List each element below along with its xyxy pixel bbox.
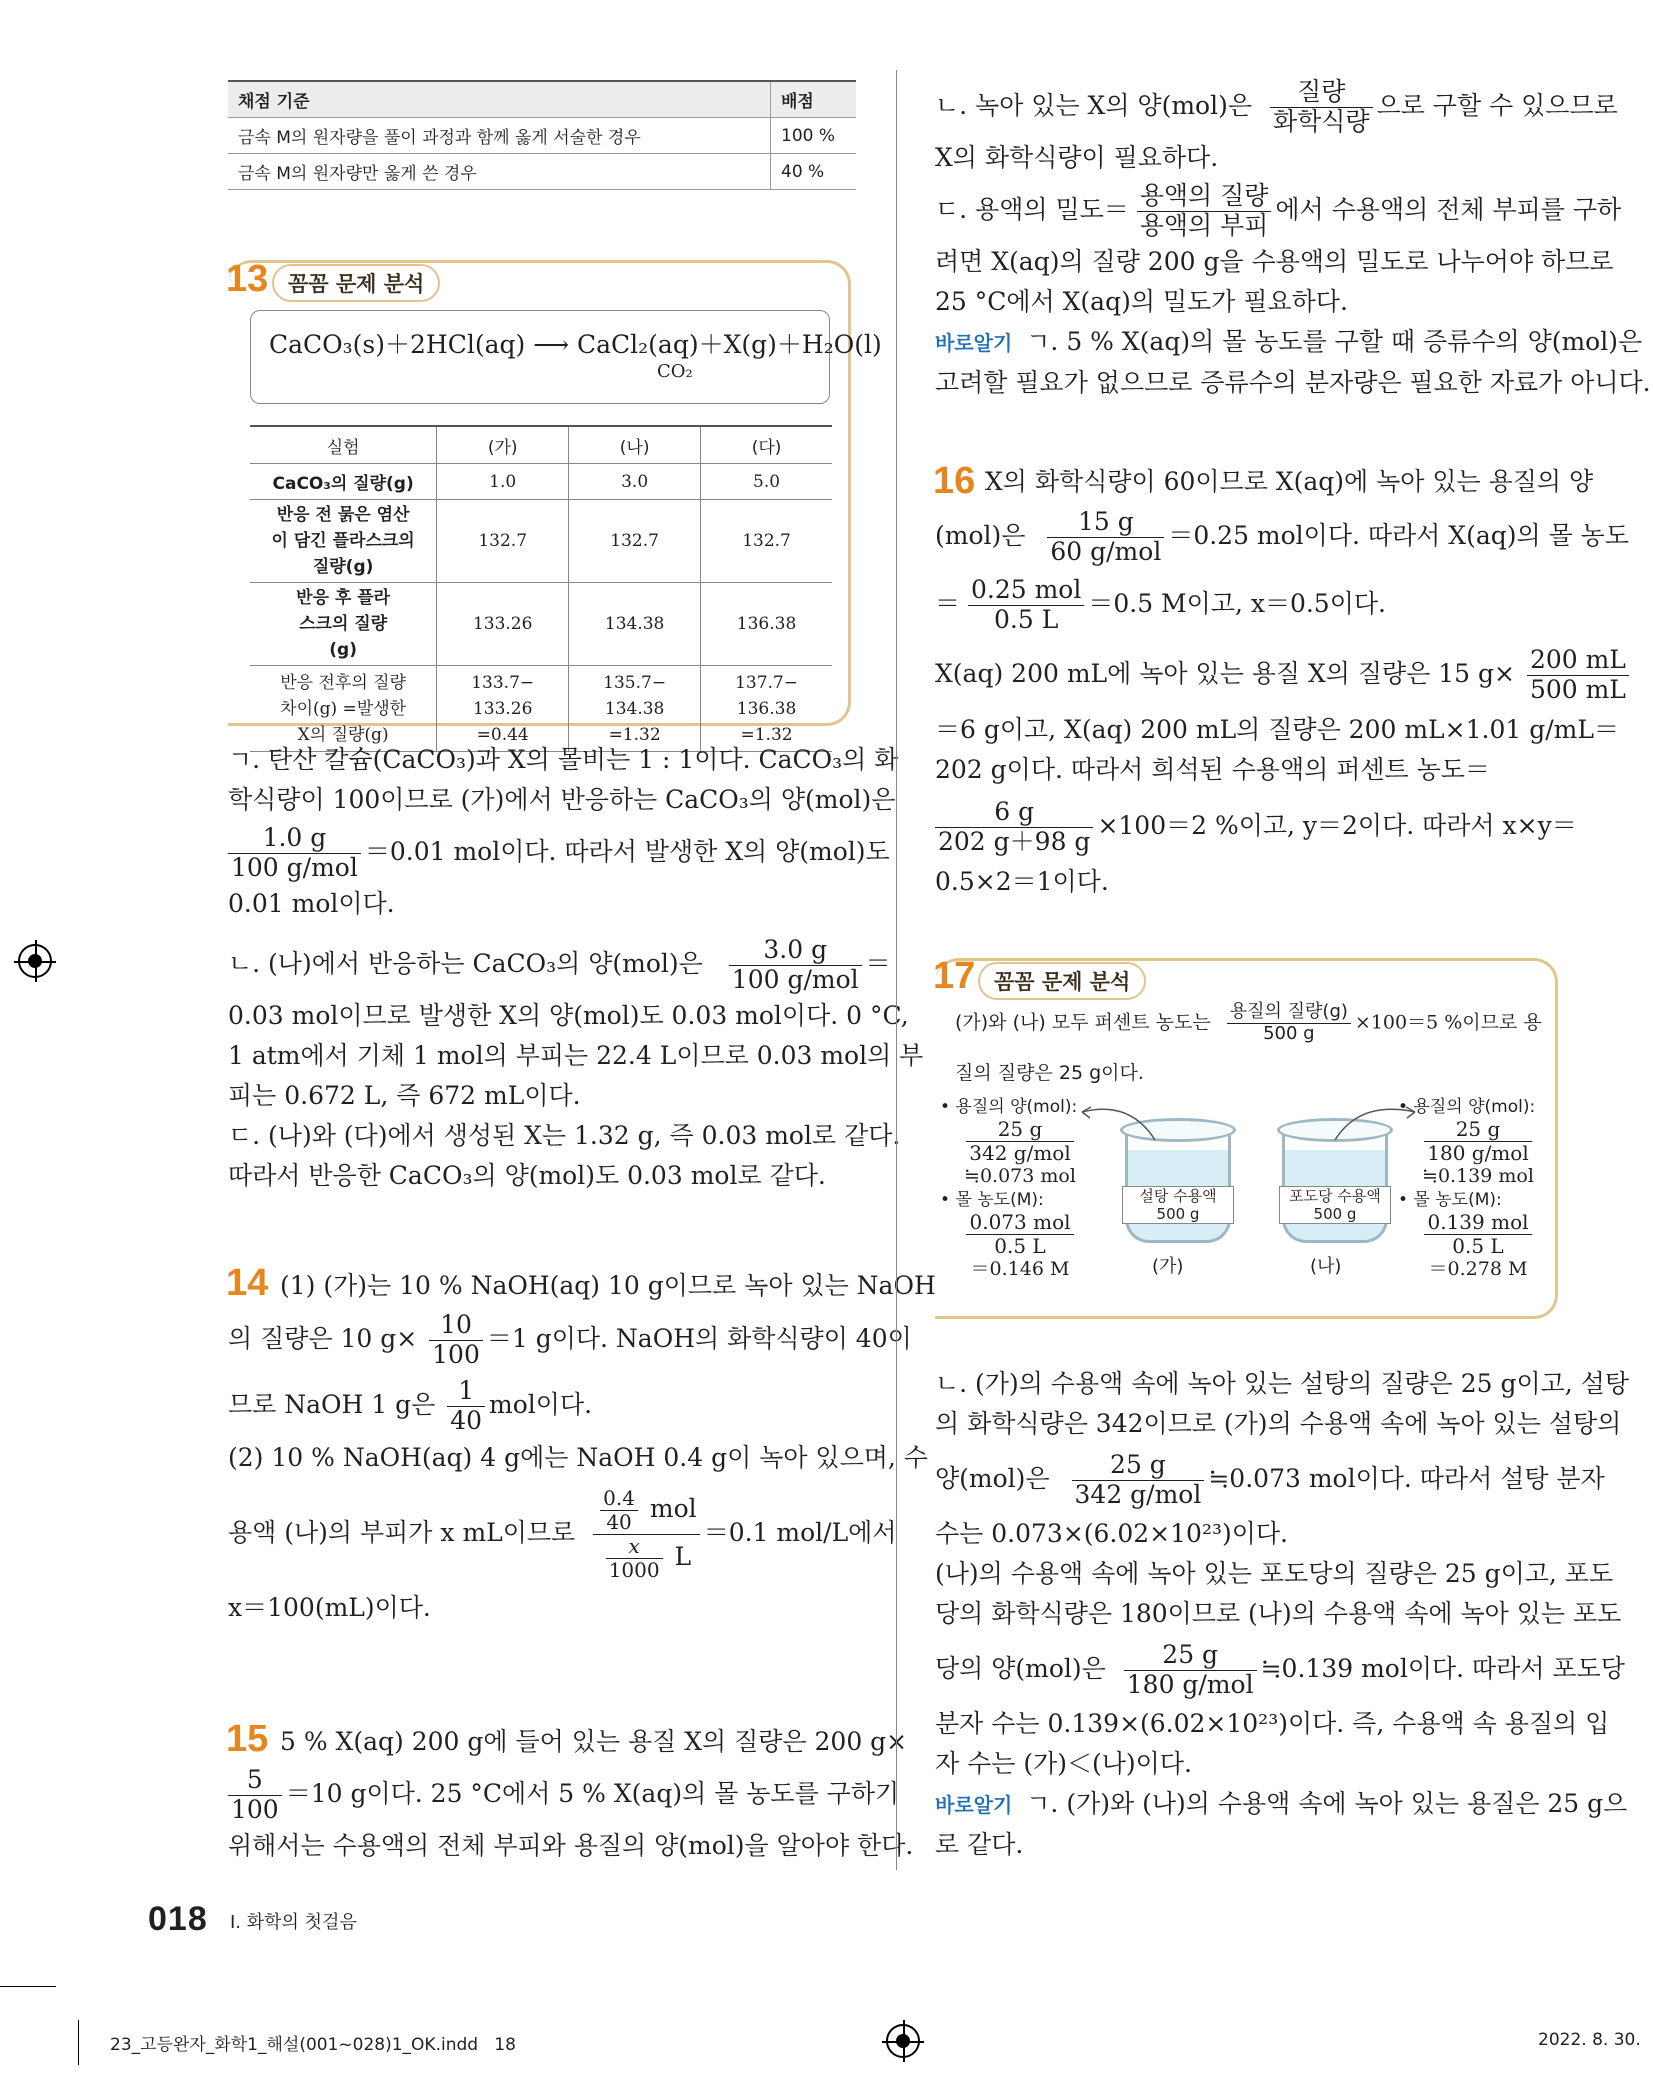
- q13-explanation: [228, 740, 924, 1196]
- q17-intro-line2: 질의 질량은 25 g이다.: [955, 1062, 1144, 1084]
- row-header: CaCO₃의 질량(g): [250, 464, 437, 500]
- beaker-sugar: [1125, 1130, 1231, 1243]
- text-line: X의 화학식량이 필요하다.: [935, 143, 1219, 172]
- text-line: 5 % X(aq) 200 g에 들어 있는 용질 X의 질량은 200 g×: [280, 1727, 908, 1756]
- text: 양(mol)은: [935, 1464, 1050, 1493]
- text: 므로 NaOH 1 g은: [228, 1390, 436, 1419]
- score-cell: 100 %: [771, 118, 857, 154]
- fraction: [1424, 1118, 1531, 1165]
- text-line: 따라서 반응한 CaCO₃의 양(mol)도 0.03 mol로 같다.: [228, 1161, 826, 1190]
- score-header-points: 배점: [771, 81, 857, 118]
- text: ≒0.073 mol이다. 따라서 설탕 분자: [1208, 1464, 1605, 1493]
- text-line: (1) (가)는 10 % NaOH(aq) 10 g이므로 녹아 있는 NaOH: [280, 1271, 936, 1300]
- numerator: 0.25 mol: [968, 576, 1084, 606]
- beaker-glucose: [1282, 1130, 1388, 1243]
- fraction: [966, 1118, 1073, 1165]
- text-line: 고려할 필요가 없으므로 증류수의 분자량은 필요한 자료가 아니다.: [935, 368, 1651, 397]
- text: ㄱ. (가)와 (나)의 수용액 속에 녹아 있는 용질은 25 g으: [1026, 1789, 1628, 1818]
- denominator: 180 g/mol: [1126, 1670, 1254, 1699]
- numerator: 용질의 질량(g): [1227, 1002, 1351, 1024]
- table-cell: 135.7− 134.38 =1.32: [569, 666, 701, 752]
- beaker-label: 포도당 수용액 500 g: [1279, 1186, 1391, 1224]
- section-title: I. 화학의 첫걸음: [230, 1912, 357, 1933]
- text-line: [228, 820, 890, 884]
- numerator: 3.0 g: [729, 936, 862, 966]
- fraction: [600, 1487, 638, 1534]
- conc-label: • 몰 농도(M):: [940, 1190, 1044, 1210]
- text: ＝0.5 M이고, x＝0.5이다.: [1088, 589, 1386, 618]
- denominator: [593, 1535, 700, 1582]
- table-cell: 132.7: [437, 500, 569, 583]
- text-line: [935, 638, 1626, 710]
- denominator: 화학식량: [1272, 107, 1370, 136]
- score-cell: 금속 M의 원자량만 옳게 쓴 경우: [228, 154, 771, 190]
- numerator: 1: [447, 1377, 485, 1407]
- numerator: 질량: [1270, 78, 1373, 108]
- fraction: [935, 798, 1093, 857]
- text-line: 학식량이 100이므로 (가)에서 반응하는 CaCO₃의 양(mol)은: [228, 785, 896, 814]
- denominator: 202 g＋98 g: [938, 827, 1091, 856]
- text: mol이다.: [489, 1390, 593, 1419]
- text: ＝: [865, 949, 891, 978]
- text-line: [228, 1762, 900, 1826]
- beaker-rim: [1277, 1118, 1393, 1142]
- table-row: [228, 154, 856, 190]
- column-divider: [896, 70, 897, 1870]
- text-line: [935, 790, 1577, 862]
- numerator: 10: [429, 1311, 483, 1341]
- fraction: [966, 1211, 1073, 1258]
- text: X(aq) 200 mL에 녹아 있는 용질 X의 질량은 15 g×: [935, 659, 1515, 688]
- q13-equation-box: [250, 310, 882, 404]
- row-header: 반응 전후의 질량 차이(g) =발생한 X의 질량(g): [250, 666, 437, 752]
- text-line: ㄴ. (가)의 수용액 속에 녹아 있는 설탕의 질량은 25 g이고, 설탕: [935, 1369, 1629, 1398]
- q14-number: 14: [226, 1262, 269, 1304]
- text-line: (2) 10 % NaOH(aq) 4 g에는 NaOH 0.4 g이 녹아 있으며, 수: [228, 1443, 928, 1472]
- numerator: 25 g: [1424, 1118, 1531, 1142]
- text-line: 0.5×2＝1이다.: [935, 867, 1109, 896]
- text-line: ㄱ. 탄산 칼슘(CaCO₃)과 X의 몰비는 1 : 1이다. CaCO₃의 화: [228, 745, 899, 774]
- numerator: 25 g: [1124, 1641, 1257, 1671]
- unit: mol: [649, 1494, 697, 1523]
- text-line: X의 화학식량이 60이므로 X(aq)에 녹아 있는 용질의 양: [985, 467, 1594, 496]
- text-line: 위해서는 수용액의 전체 부피와 용질의 양(mol)을 알아야 한다.: [228, 1831, 914, 1860]
- text-line: [228, 1306, 912, 1372]
- text-line: 0.03 mol이므로 발생한 X의 양(mol)도 0.03 mol이다. 0 °C,: [228, 1001, 909, 1030]
- text: ＝: [935, 589, 961, 618]
- numerator: 25 g: [966, 1118, 1073, 1142]
- text: ＝0.01 mol이다. 따라서 발생한 X의 양(mol)도: [364, 837, 890, 866]
- fraction: [1124, 1641, 1257, 1700]
- trim-mark: [0, 1986, 56, 1987]
- text: ×100＝5 %이므로 용: [1354, 1011, 1542, 1034]
- mol-label: • 용질의 양(mol):: [1398, 1097, 1536, 1117]
- denominator: 용액의 부피: [1139, 211, 1269, 240]
- fraction: [1072, 1451, 1205, 1510]
- numerator: 200 mL: [1527, 646, 1629, 676]
- text: ㄷ. 용액의 밀도＝: [935, 195, 1129, 224]
- beaker-label: 설탕 수용액 500 g: [1122, 1186, 1234, 1224]
- file-info: 23_고등완자_화학1_해설(001~028)1_OK.indd 18: [110, 2035, 516, 2055]
- numerator: 0.073 mol: [966, 1211, 1073, 1235]
- table-header: (나): [569, 426, 701, 464]
- numerator: 0.139 mol: [1424, 1211, 1531, 1235]
- table-row: [250, 464, 832, 500]
- mol-calc: [1398, 1118, 1558, 1187]
- fraction: [1047, 508, 1164, 567]
- table-cell: 134.38: [569, 583, 701, 666]
- conc-calc: [940, 1211, 1100, 1280]
- text-line: [935, 74, 1618, 138]
- score-table: [228, 80, 856, 190]
- denominator: 0.5 L: [994, 1234, 1046, 1258]
- q17-intro: [955, 1002, 1542, 1044]
- text: (mol)은: [935, 521, 1026, 550]
- table-header: 실험: [250, 426, 437, 464]
- score-cell: 40 %: [771, 154, 857, 190]
- conc-value: ＝0.146 M: [970, 1258, 1070, 1280]
- text: ＝0.1 mol/L에서: [703, 1518, 897, 1547]
- mol-value: ≒0.139 mol: [1422, 1165, 1534, 1187]
- text: ㄱ. 5 % X(aq)의 몰 농도를 구할 때 증류수의 양(mol)은: [1026, 327, 1643, 356]
- q13-equation-note: CO₂: [657, 361, 693, 382]
- q17-analysis-tag: 꼼꼼 문제 분석: [978, 962, 1146, 1000]
- fraction: [968, 576, 1084, 635]
- text-line: [935, 1784, 1628, 1825]
- text: 의 질량은 10 g×: [228, 1324, 418, 1353]
- q17-right-calc: [1398, 1096, 1558, 1280]
- numerator: 0.4: [600, 1487, 638, 1511]
- text: 으로 구할 수 있으므로: [1376, 91, 1618, 120]
- text: 용액 (나)의 부피가 x mL이므로: [228, 1518, 576, 1547]
- fraction: [228, 1766, 282, 1825]
- table-header: (가): [437, 426, 569, 464]
- denominator: 180 g/mol: [1427, 1141, 1529, 1165]
- denominator: 40: [450, 1406, 483, 1435]
- denominator: 60 g/mol: [1050, 537, 1162, 566]
- text-line: [935, 1634, 1625, 1704]
- mol-value: ≒0.073 mol: [964, 1165, 1076, 1187]
- fraction: [447, 1377, 485, 1436]
- beaker-rim: [1120, 1118, 1236, 1142]
- text-line: 의 화학식량은 342이므로 (가)의 수용액 속에 녹아 있는 설탕의: [935, 1409, 1622, 1438]
- text: ＝10 g이다. 25 °C에서 5 % X(aq)의 몰 농도를 구하기: [285, 1779, 900, 1808]
- q13-number: 13: [226, 258, 269, 300]
- text-line: [935, 178, 1622, 242]
- fraction: [429, 1311, 483, 1370]
- registration-mark-icon: [886, 2024, 920, 2058]
- row-header: 반응 후 플라스크의 질량(g): [250, 583, 437, 666]
- text-line: [935, 322, 1643, 363]
- q14-explanation: [228, 1266, 936, 1628]
- table-header: (다): [701, 426, 832, 464]
- q16-explanation: [935, 462, 1629, 902]
- fraction: [1527, 646, 1629, 705]
- q15-continued: [935, 74, 1651, 403]
- text: (가)와 (나) 모두 퍼센트 농도는: [955, 1011, 1211, 1034]
- text: ＝0.25 mol이다. 따라서 X(aq)의 몰 농도: [1168, 521, 1629, 550]
- text-line: 202 g이다. 따라서 희석된 수용액의 퍼센트 농도＝: [935, 755, 1490, 784]
- numerator: 15 g: [1047, 508, 1164, 538]
- fraction: [1227, 1002, 1351, 1044]
- text-line: 로 같다.: [935, 1830, 1024, 1859]
- table-cell: 136.38: [701, 583, 832, 666]
- numerator: 5: [228, 1766, 282, 1796]
- denominator: 100: [432, 1340, 480, 1369]
- text-line: 당의 화학식량은 180이므로 (나)의 수용액 속에 녹아 있는 포도: [935, 1599, 1622, 1628]
- conc-calc: [1398, 1211, 1558, 1280]
- q17-left-calc: [940, 1096, 1100, 1280]
- numerator: [593, 1487, 700, 1535]
- q13-experiment-table: [250, 425, 832, 752]
- denominator: 500 g: [1263, 1022, 1315, 1044]
- text-line: 1 atm에서 기체 1 mol의 부피는 22.4 L이므로 0.03 mol의 부: [228, 1041, 924, 1070]
- registration-mark-icon: [18, 944, 52, 978]
- table-row: [228, 118, 856, 154]
- text-line: [228, 1478, 897, 1588]
- table-cell: 133.7− 133.26 =0.44: [437, 666, 569, 752]
- fraction: [228, 824, 361, 883]
- denominator: 100 g/mol: [231, 853, 358, 882]
- text-line: ㄷ. (나)와 (다)에서 생성된 X는 1.32 g, 즉 0.03 mol로 같다.: [228, 1121, 901, 1150]
- q15-number: 15: [226, 1718, 269, 1760]
- table-cell: 132.7: [569, 500, 701, 583]
- unit: L: [674, 1542, 692, 1571]
- denominator: 342 g/mol: [1074, 1480, 1202, 1509]
- text-line: 피는 0.672 L, 즉 672 mL이다.: [228, 1081, 581, 1110]
- print-date: 2022. 8. 30.: [1538, 2030, 1641, 2050]
- denominator: 40: [606, 1510, 632, 1534]
- text-line: [228, 932, 891, 996]
- correction-tag: 바로알기: [935, 331, 1013, 355]
- text: ×100＝2 %이고, y＝2이다. 따라서 x×y＝: [1097, 811, 1577, 840]
- text-line: [935, 570, 1565, 638]
- text: ㄴ. (나)에서 반응하는 CaCO₃의 양(mol)은: [228, 949, 703, 978]
- table-cell: 132.7: [701, 500, 832, 583]
- fraction: [1137, 182, 1272, 241]
- correction-tag: 바로알기: [935, 1793, 1013, 1817]
- text-line: 분자 수는 0.139×(6.02×10²³)이다. 즉, 수용액 속 용질의 입: [935, 1709, 1610, 1738]
- score-header-criteria: 채점 기준: [228, 81, 771, 118]
- numerator: 1.0 g: [228, 824, 361, 854]
- table-cell: 3.0: [569, 464, 701, 500]
- q17-number: 17: [933, 955, 976, 997]
- text-line: x＝100(mL)이다.: [228, 1593, 431, 1622]
- denominator: 0.5 L: [994, 605, 1059, 634]
- text: ＝1 g이다. NaOH의 화학식량이 40이: [486, 1324, 912, 1353]
- text-line: 려면 X(aq)의 질량 200 g을 수용액의 밀도로 나누어야 하므로: [935, 247, 1614, 276]
- beaker-caption: (나): [1310, 1256, 1342, 1277]
- conc-label: • 몰 농도(M):: [1398, 1190, 1502, 1210]
- q13-equation: CaCO₃(s)＋2HCl(aq) ⟶ CaCl₂(aq)＋X(g)＋H₂O(l): [269, 330, 882, 359]
- numerator: 용액의 질량: [1137, 182, 1272, 212]
- numerator: 25 g: [1072, 1451, 1205, 1481]
- text-line: [228, 1372, 858, 1438]
- text-line: [935, 502, 1629, 570]
- q15-explanation: [228, 1722, 914, 1866]
- text: ㄴ. 녹아 있는 X의 양(mol)은: [935, 91, 1252, 120]
- table-cell: 5.0: [701, 464, 832, 500]
- fraction: [606, 1535, 663, 1582]
- text-line: 수는 0.073×(6.02×10²³)이다.: [935, 1519, 1288, 1548]
- row-header: 반응 전 묽은 염산이 담긴 플라스크의 질량(g): [250, 500, 437, 583]
- denominator: 500 mL: [1529, 675, 1626, 704]
- denominator: 100: [231, 1795, 279, 1824]
- mol-label: • 용질의 양(mol):: [940, 1097, 1078, 1117]
- text-line: 25 °C에서 X(aq)의 밀도가 필요하다.: [935, 287, 1348, 316]
- denominator: 342 g/mol: [969, 1141, 1071, 1165]
- table-row: [250, 500, 832, 583]
- score-cell: 금속 M의 원자량을 풀이 과정과 함께 옳게 서술한 경우: [228, 118, 771, 154]
- table-cell: 1.0: [437, 464, 569, 500]
- table-row: [250, 583, 832, 666]
- numerator: x: [606, 1535, 663, 1559]
- table-cell: 137.7− 136.38 =1.32: [701, 666, 832, 752]
- trim-mark: [78, 2020, 79, 2065]
- q17-explanation: [935, 1364, 1629, 1865]
- denominator: 1000: [608, 1558, 660, 1582]
- q13-analysis-tag: 꼼꼼 문제 분석: [272, 264, 440, 302]
- text-line: ＝6 g이고, X(aq) 200 mL의 질량은 200 mL×1.01 g/mL＝: [935, 715, 1619, 744]
- text-line: (나)의 수용액 속에 녹아 있는 포도당의 질량은 25 g이고, 포도: [935, 1559, 1614, 1588]
- numerator: 6 g: [935, 798, 1093, 828]
- table-row: [250, 666, 832, 752]
- fraction: [729, 936, 862, 995]
- denominator: 0.5 L: [1452, 1234, 1504, 1258]
- text-line: 자 수는 (가)＜(나)이다.: [935, 1749, 1192, 1778]
- beaker-caption: (가): [1152, 1256, 1184, 1277]
- mol-calc: [940, 1118, 1100, 1187]
- conc-value: ＝0.278 M: [1428, 1258, 1528, 1280]
- text-line: 0.01 mol이다.: [228, 889, 395, 918]
- text: 에서 수용액의 전체 부피를 구하: [1275, 195, 1622, 224]
- compound-fraction: [593, 1487, 700, 1582]
- text-line: [935, 1444, 1605, 1514]
- denominator: 100 g/mol: [731, 965, 859, 994]
- fraction: [1424, 1211, 1531, 1258]
- text: ≒0.139 mol이다. 따라서 포도당: [1260, 1654, 1625, 1683]
- page-number: 018: [148, 1900, 208, 1938]
- q16-number: 16: [933, 460, 976, 502]
- text: 당의 양(mol)은: [935, 1654, 1106, 1683]
- table-cell: 133.26: [437, 583, 569, 666]
- fraction: [1270, 78, 1373, 137]
